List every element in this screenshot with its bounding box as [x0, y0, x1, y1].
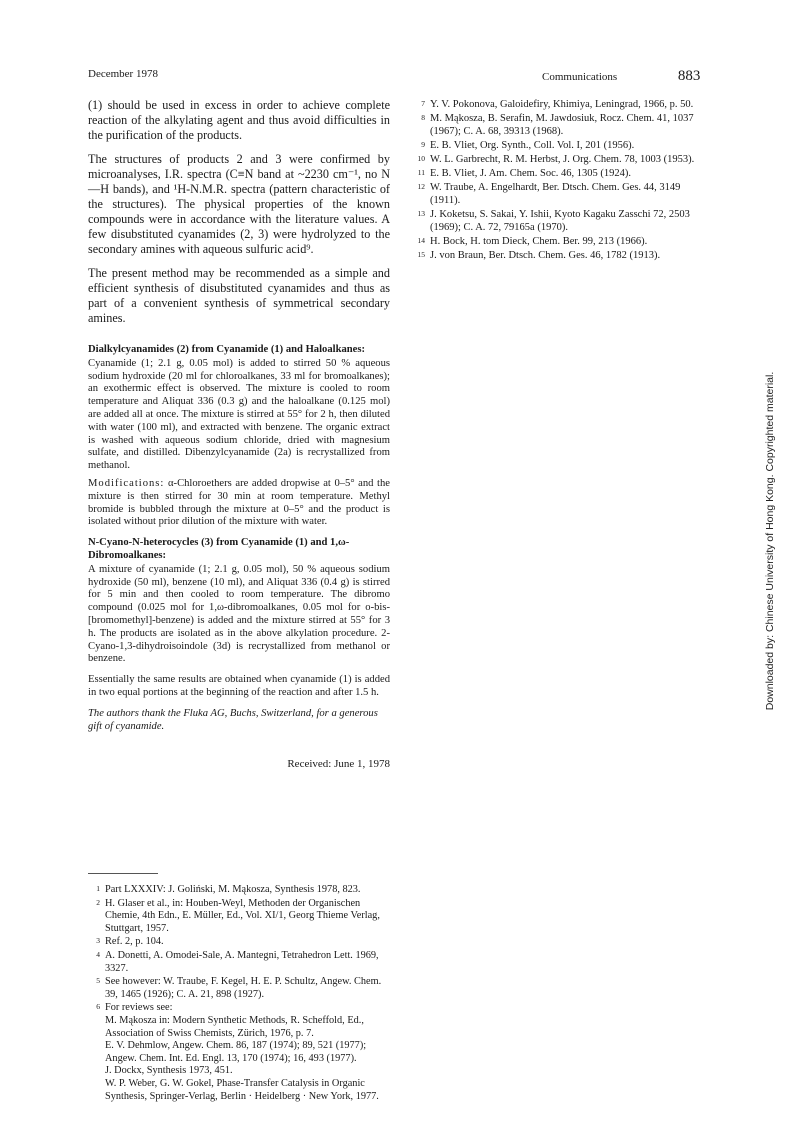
procedure-1-text: Cyanamide (1; 2.1 g, 0.05 mol) is added to stirred 50 % aqueous sodium hydroxide (20 ml for chloroalkanes, 33 ml for bromoalkanes); an exothermic effect is observed. The mixture is cooled to room temperature and Aliquat 336 (0.3 g) and the haloalkane (0.125 mol) are added all at once. The mixture is stirred at 55° for 2 h, then diluted with water (100 ml), and extracted with benzene. The organic extract is washed with aqueous sodium chloride, dried with magnesium sulfate, and distilled. Dibenzylcyanamide (2a) is recrystallized from methanol. [88, 357, 390, 472]
footnote-item: 1 Part LXXXIV: J. Goliński, M. Mąkosza, Synthesis 1978, 823. [96, 884, 361, 895]
reference-item: 8 M. Mąkosza, B. Serafin, M. Jawdosiuk, Rocz. Chem. 41, 1037 (1967); C. A. 68, 39313 (1968). [421, 113, 694, 137]
header-right [542, 68, 700, 85]
body-paragraph-2: The structures of products 2 and 3 were confirmed by microanalyses, I.R. spectra (C≡N band at ~2230 cm⁻¹, no N—H bands), and ¹H-N.M.R. spectra (pattern characteristic of the structures). The physical properties of the known compounds were in accordance with the literature values. A few disubstituted cyanamides (2, 3) were hydrolyzed to the secondary amines with aqueous sulfuric acid⁹. [88, 152, 390, 256]
procedure-1-modifications [88, 478, 390, 529]
body-paragraph-1: (1) should be used in excess in order to achieve complete reaction of the alkylating agent and thus avoid difficulties in the purification of the products. [88, 98, 390, 142]
reference-list [413, 98, 713, 262]
right-column-references [413, 98, 713, 263]
reference-item: 13 J. Koketsu, S. Sakai, Y. Ishii, Kyoto Kagaku Zasschi 72, 2503 (1969); C. A. 72, 79165a (1970). [417, 209, 690, 233]
footnote-item: 2 H. Glaser et al., in: Houben-Weyl, Methoden der Organischen Chemie, 4th Edn., E. Müller, Ed., Vol. XI/1, Georg Thieme Verlag, Stuttgart, 1957. [96, 897, 380, 934]
reference-item: 7 Y. V. Pokonova, Galoidefiry, Khimiya, Leningrad, 1966, p. 50. [421, 99, 694, 110]
footnote-item: 4 A. Donetti, A. Omodei-Sale, A. Mantegni, Tetrahedron Lett. 1969, 3327. [96, 949, 379, 974]
received-date: Received: June 1, 1978 [287, 758, 390, 771]
footnotes [88, 884, 390, 1104]
footnote-list [88, 884, 390, 1103]
header-date: December 1978 [88, 68, 158, 80]
footnote-item: 5 See however: W. Traube, F. Kegel, H. E. P. Schultz, Angew. Chem. 39, 1465 (1926); C. A. 21, 898 (1927). [96, 976, 382, 1000]
reference-item: 15 J. von Braun, Ber. Dtsch. Chem. Ges. 46, 1782 (1913). [417, 250, 661, 261]
reference-item: 14 H. Bock, H. tom Dieck, Chem. Ber. 99, 213 (1966). [417, 236, 648, 247]
reference-item: 10 W. L. Garbrecht, R. M. Herbst, J. Org. Chem. 78, 1003 (1953). [417, 154, 695, 165]
procedure-2-note: Essentially the same results are obtained when cyanamide (1) is added in two equal portions at the beginning of the reaction and after 1.5 h. [88, 674, 390, 698]
acknowledgement: The authors thank the Fluka AG, Buchs, Switzerland, for a generous gift of cyanamide. [88, 707, 378, 732]
download-notice: Downloaded by: Chinese University of Hong Kong. Copyrighted material. [764, 371, 776, 711]
reference-item: 12 W. Traube, A. Engelhardt, Ber. Dtsch. Chem. Ges. 44, 3149 (1911). [417, 182, 681, 206]
procedure-2-title: N-Cyano-N-heterocycles (3) from Cyanamide (1) and 1,ω-Dibromoalkanes: [88, 537, 350, 561]
page-number: 883 [677, 68, 701, 84]
reference-item: 9 E. B. Vliet, Org. Synth., Coll. Vol. I, 201 (1956). [421, 140, 635, 151]
modifications-label: Modifications: [88, 477, 165, 489]
reference-item: 11 E. B. Vliet, J. Am. Chem. Soc. 46, 1305 (1924). [417, 168, 632, 179]
footnote-item: 6 For reviews see: M. Mąkosza in: Modern Synthetic Methods, R. Scheffold, Ed., Association of Swiss Chemists, Zürich, 1976, p. 7. E. V. Dehmlow, Angew. Chem. 86, 187 (1974); 89, 521 (1977); Angew. Chem. Int. Ed. Engl. 13, 170 (1974); 16, 493 (1977). J. Dockx, Synthesis 1973, 451. W. P. Weber, G. W. Gokel, Phase-Transfer Catalysis in Organic Synthesis, Springer-Verlag, Berlin · Heidelberg · New York, 1977. [96, 1002, 379, 1102]
footnote-rule [88, 873, 158, 874]
procedure-1-title: Dialkylcyanamides (2) from Cyanamide (1) and Haloalkanes: [88, 344, 366, 355]
procedure-2-text: A mixture of cyanamide (1; 2.1 g, 0.05 mol), 50 % aqueous sodium hydroxide (50 ml), benzene (10 ml), and Aliquat 336 (0.4 g) is stirred for 5 min and then cooled to room temperature. The dibromo compound (0.025 mol for 1,ω-dibromoalkanes, 0.05 mol for o-bis-[bromomethyl]-benzene) is added and the mixture stirred at 55° for 3 h. The products are isolated as in the above alkylation procedure. 2-Cyano-1,3-dihydroisoindole (3d) is recrystallized from methanol or benzene. [88, 563, 390, 665]
modifications-text: α-Chloroethers are added dropwise at 0–5° and the mixture is then stirred for 30 min at room temperature. Methyl bromide is bubbled through the mixture at 0–5° and the product is isolated without prior dilution of the mixture with water. [88, 477, 390, 528]
body-paragraph-3: The present method may be recommended as a simple and efficient synthesis of disubstituted cyanamides and thus as part of a convenient synthesis of symmetrical secondary amines. [88, 266, 390, 325]
footnote-item: 3 Ref. 2, p. 104. [96, 936, 164, 948]
header-section: Communications [542, 71, 618, 83]
left-column [88, 98, 390, 770]
